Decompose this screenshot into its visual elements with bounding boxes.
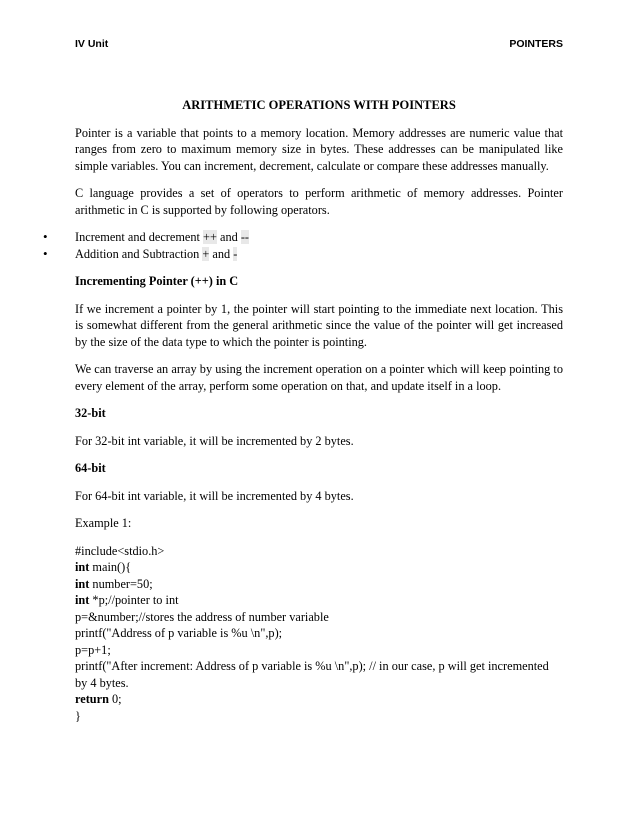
bit64-text: For 64-bit int variable, it will be incremented by 4 bytes. <box>75 488 354 503</box>
code-example <box>75 543 563 725</box>
list-item-text: and <box>209 246 234 261</box>
code-line <box>75 592 563 609</box>
code-line: printf("After increment: Address of p variable is %u \n",p); // in our case, p will get incremented by 4 bytes. <box>75 659 549 690</box>
code-line: printf("Address of p variable is %u \n",p); <box>75 626 283 640</box>
code-keyword: int <box>75 576 90 591</box>
code-line <box>75 691 563 708</box>
code-keyword: return <box>75 692 109 706</box>
operator-symbol: -- <box>240 230 250 244</box>
section-heading-32bit: 32-bit <box>75 406 106 420</box>
operator-symbol: - <box>233 246 238 261</box>
section-heading-64bit: 64-bit <box>75 461 106 475</box>
code-keyword: int <box>75 593 90 607</box>
code-text: *p;//pointer to int <box>89 593 179 607</box>
list-item <box>60 229 563 246</box>
operators-list <box>60 229 563 262</box>
page-title: ARITHMETIC OPERATIONS WITH POINTERS <box>182 98 456 112</box>
list-item-text: Increment and decrement <box>75 230 204 244</box>
example-label: Example 1: <box>75 516 132 530</box>
header-topic: POINTERS <box>509 38 563 50</box>
document-body <box>75 97 563 724</box>
code-text: number=50; <box>89 576 153 591</box>
code-line: p=p+1; <box>75 642 111 657</box>
operator-symbol: + <box>202 246 210 261</box>
code-line: p=&number;//stores the address of number variable <box>75 609 329 624</box>
increment-paragraph-2: We can traverse an array by using the increment operation on a pointer which will keep pointing to every element of the array, perform some operation on that, and update itself in a loop. <box>75 362 563 393</box>
header-unit: IV Unit <box>75 38 109 50</box>
list-item <box>60 246 563 263</box>
code-text: 0; <box>108 692 122 706</box>
increment-paragraph-1: If we increment a pointer by 1, the pointer will start pointing to the immediate next location. This is somewhat different from the general arithmetic since the value of the pointer will get increased by the size of the data type to which the pointer is pointing. <box>75 301 563 349</box>
code-text: main(){ <box>89 560 132 574</box>
intro-paragraph: Pointer is a variable that points to a memory location. Memory addresses are numeric value that ranges from zero to maximum memory size in bytes. These addresses can be manipulated like simple variables. You can increment, decrement, calculate or compare these addresses manually. <box>75 125 563 173</box>
code-line <box>75 559 563 576</box>
section-heading-increment: Incrementing Pointer (++) in C <box>75 274 239 288</box>
code-keyword: int <box>75 560 90 574</box>
operator-symbol: ++ <box>203 230 217 244</box>
operators-paragraph: C language provides a set of operators to perform arithmetic of memory addresses. Pointer arithmetic in C is supported by following operators. <box>75 186 563 217</box>
code-line: #include<stdio.h> <box>75 543 165 558</box>
list-item-text: Addition and Subtraction <box>75 246 203 261</box>
page-header <box>75 38 563 50</box>
code-line <box>75 576 563 593</box>
bit32-text: For 32-bit int variable, it will be incremented by 2 bytes. <box>75 433 354 448</box>
code-line: } <box>75 708 81 723</box>
list-item-text: and <box>216 230 241 244</box>
